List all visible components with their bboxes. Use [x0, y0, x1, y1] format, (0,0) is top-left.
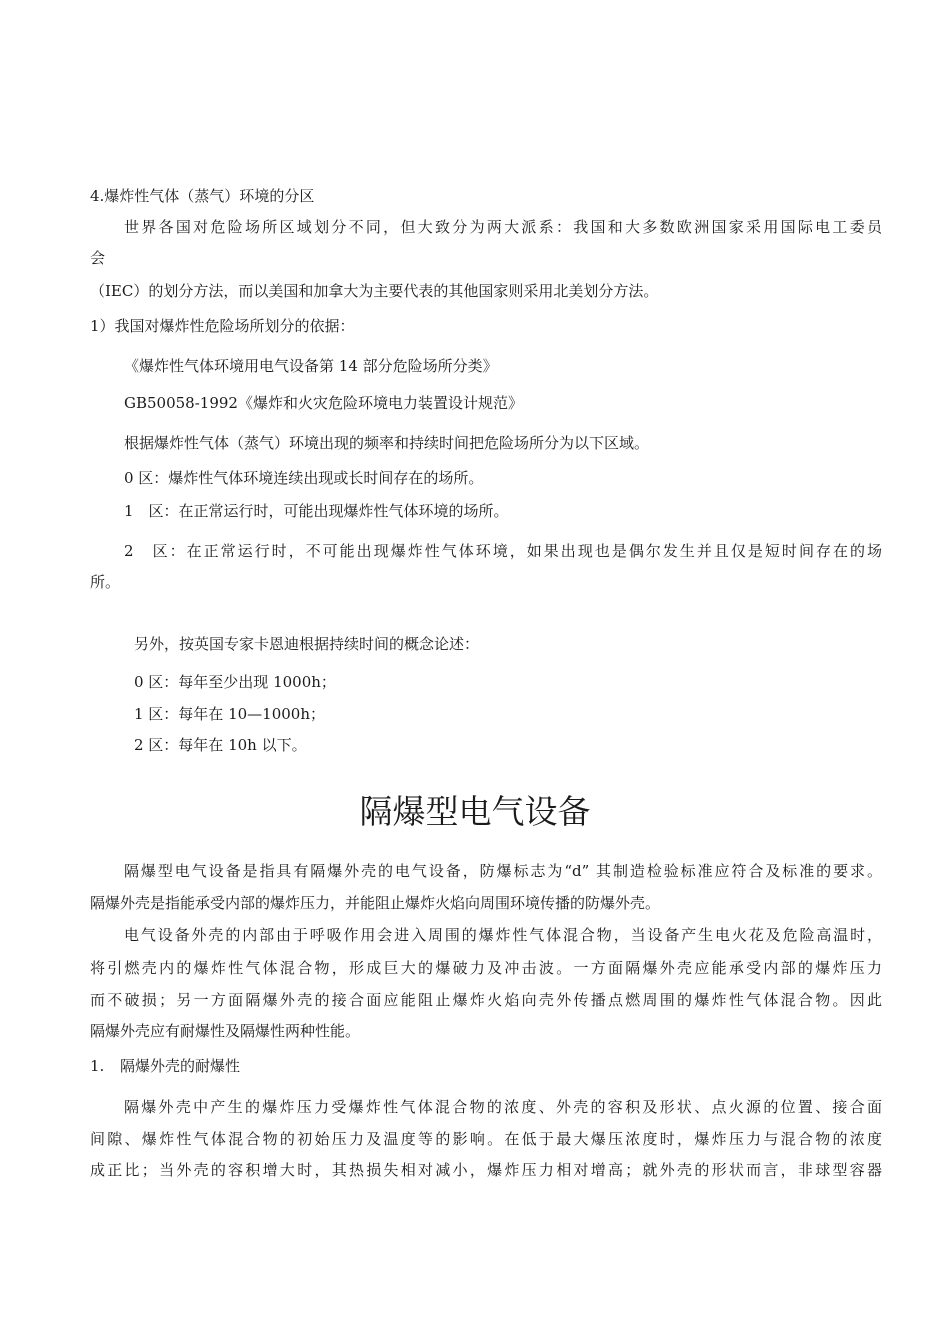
subheading: 1）我国对爆炸性危险场所划分的依据：	[90, 317, 355, 335]
paragraph-line: 将引燃壳内的爆炸性气体混合物，形成巨大的爆破力及冲击波。一方面隔爆外壳应能承受内部的爆炸压力	[90, 959, 882, 977]
paragraph-line: 隔爆外壳中产生的爆炸压力受爆炸性气体混合物的浓度、外壳的容积及形状、点火源的位置、接合面	[124, 1098, 882, 1116]
zone-item: 0 区：爆炸性气体环境连续出现或长时间存在的场所。	[124, 469, 484, 487]
zone-item: 2 区：在正常运行时，不可能出现爆炸性气体环境，如果出现也是偶尔发生并且仅是短时间存在的场	[124, 542, 882, 560]
section-heading: 4.爆炸性气体（蒸气）环境的分区	[90, 187, 315, 205]
reference-item: GB50058-1992《爆炸和火灾危险环境电力装置设计规范》	[124, 394, 523, 412]
paragraph-line: 而不破损；另一方面隔爆外壳的接合面应能阻止爆炸火焰向壳外传播点燃周围的爆炸性气体混合物。因此	[90, 991, 882, 1009]
zone-item: 所。	[90, 573, 121, 591]
paragraph-line: （IEC）的划分方法，而以美国和加拿大为主要代表的其他国家则采用北美划分方法。	[90, 282, 659, 300]
list-item-label: 隔爆外壳的耐爆性	[120, 1057, 241, 1075]
zone-item: 1 区：每年在 10—1000h；	[134, 705, 326, 723]
reference-item: 《爆炸性气体环境用电气设备第 14 部分危险场所分类》	[124, 357, 498, 375]
list-item-number: 1.	[90, 1057, 105, 1075]
paragraph-line: 会	[90, 249, 106, 267]
paragraph-line: 隔爆型电气设备是指具有隔爆外壳的电气设备，防爆标志为“d” 其制造检验标准应符合及标准的要求。	[124, 862, 882, 880]
paragraph-line: 间隙、爆炸性气体混合物的初始压力及温度等的影响。在低于最大爆压浓度时，爆炸压力与混合物的浓度	[90, 1130, 882, 1148]
paragraph-line: 根据爆炸性气体（蒸气）环境出现的频率和持续时间把危险场所分为以下区域。	[124, 434, 650, 452]
paragraph-line: 世界各国对危险场所区域划分不同，但大致分为两大派系：我国和大多数欧洲国家采用国际电工委员	[124, 218, 882, 236]
paragraph-line: 成正比；当外壳的容积增大时，其热损失相对减小，爆炸压力相对增高；就外壳的形状而言，非球型容器	[90, 1161, 882, 1179]
page-title: 隔爆型电气设备	[359, 792, 591, 831]
zone-item: 2 区：每年在 10h 以下。	[134, 736, 307, 754]
paragraph-line: 隔爆外壳是指能承受内部的爆炸压力，并能阻止爆炸火焰向周围环境传播的防爆外壳。	[90, 894, 661, 912]
paragraph-line: 电气设备外壳的内部由于呼吸作用会进入周围的爆炸性气体混合物，当设备产生电火花及危险高温时，	[124, 926, 882, 944]
zone-item: 1 区：在正常运行时，可能出现爆炸性气体环境的场所。	[124, 502, 509, 520]
paragraph-line: 另外，按英国专家卡恩迪根据持续时间的概念论述：	[134, 635, 480, 653]
zone-item: 0 区：每年至少出现 1000h；	[134, 673, 336, 691]
paragraph-line: 隔爆外壳应有耐爆性及隔爆性两种性能。	[90, 1022, 361, 1040]
